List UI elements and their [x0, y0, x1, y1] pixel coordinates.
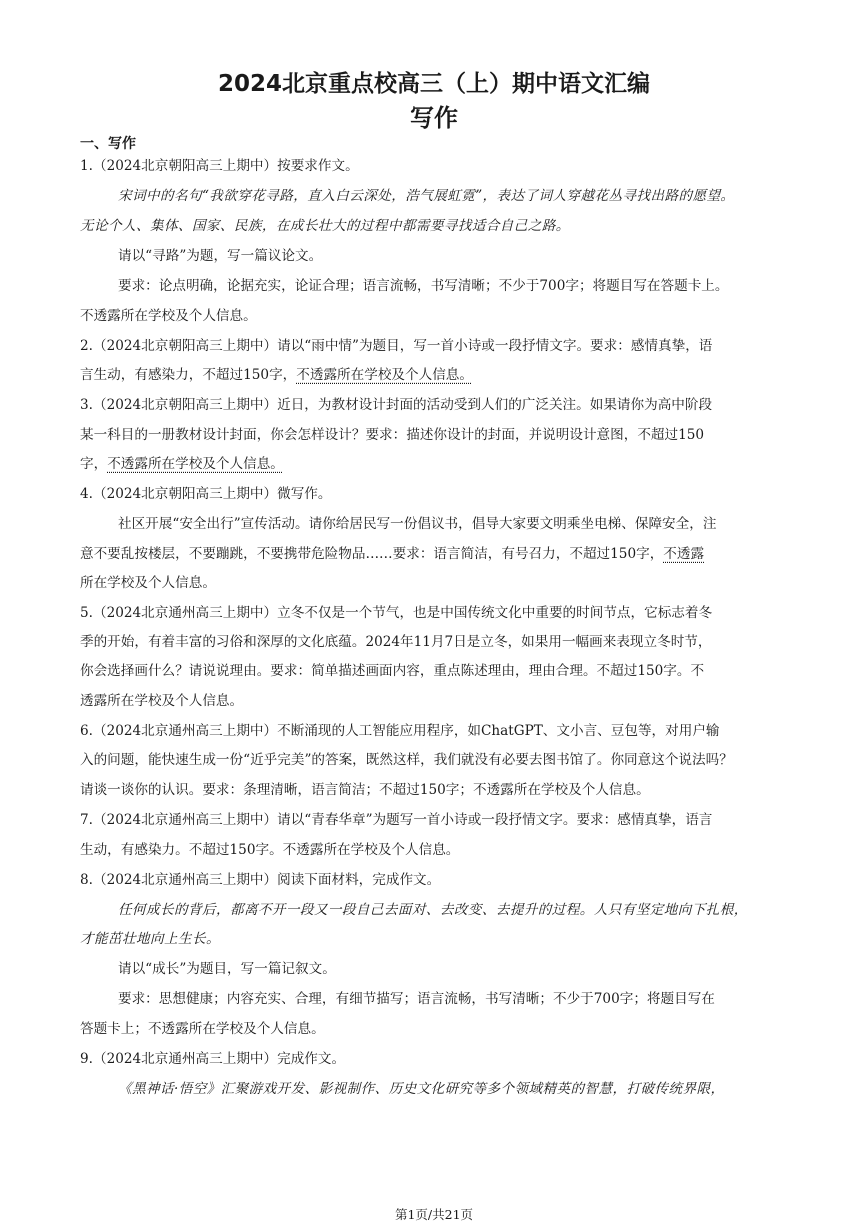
question-4-heading: 4.（2024北京朝阳高三上期中）微写作。: [80, 486, 332, 502]
question-2-text: 2.（2024北京朝阳高三上期中）请以“雨中情”为题目，写一首小诗或一段抒情文字。要求：感情真挚，语: [80, 338, 713, 354]
question-9-material: 《黑神话·悟空》汇聚游戏开发、影视制作、历史文化研究等多个领域精英的智慧，打破传统界限，: [118, 1081, 725, 1097]
question-6-text: 请谈一谈你的认识。要求：条理清晰，语言简洁；不超过150字；不透露所在学校及个人信息。: [80, 782, 650, 798]
question-1-prompt: 请以“寻路”为题，写一篇议论文。: [118, 248, 323, 264]
question-3-text: 某一科目的一册教材设计封面，你会怎样设计？要求：描述你设计的封面，并说明设计意图，不超过150: [80, 427, 705, 443]
question-3-text: 3.（2024北京朝阳高三上期中）近日，为教材设计封面的活动受到人们的广泛关注。如果请你为高中阶段: [80, 397, 713, 413]
question-4-text: 所在学校及个人信息。: [80, 575, 216, 591]
question-8-requirements: 答题卡上；不透露所在学校及个人信息。: [80, 1021, 325, 1037]
question-1-requirements: 不透露所在学校及个人信息。: [80, 308, 257, 324]
question-8-requirements: 要求：思想健康；内容充实、合理，有细节描写；语言流畅，书写清晰；不少于700字；将题目写在: [118, 991, 715, 1007]
document-subtitle: 写作: [410, 104, 458, 132]
question-1-requirements: 要求：论点明确，论据充实，论证合理；语言流畅，书写清晰；不少于700字；将题目写在答题卡上。: [118, 278, 729, 294]
question-7-text: 7.（2024北京通州高三上期中）请以“青春华章”为题写一首小诗或一段抒情文字。要求：感情真挚，语言: [80, 812, 713, 828]
section-heading: 一、写作: [80, 136, 136, 152]
page-number: 第1页/共21页: [394, 1207, 474, 1222]
question-5-text: 透露所在学校及个人信息。: [80, 693, 244, 709]
question-9-heading: 9.（2024北京通州高三上期中）完成作文。: [80, 1051, 346, 1067]
question-1-material: 无论个人、集体、国家、民族，在成长壮大的过程中都需要寻找适合自己之路。: [80, 218, 570, 234]
question-4-text: 意不要乱按楼层，不要蹦跳，不要携带危险物品……要求：语言简洁，有号召力，不超过150字，不透露: [80, 546, 705, 562]
document-title: 2024北京重点校高三（上）期中语文汇编: [217, 71, 650, 97]
question-5-text: 你会选择画什么？请说说理由。要求：简单描述画面内容，重点陈述理由，理由合理。不超过150字。不: [80, 663, 705, 679]
dotted-emphasis: 不透露: [663, 546, 705, 562]
question-1-heading: 1.（2024北京朝阳高三上期中）按要求作文。: [80, 158, 359, 174]
question-5-text: 5.（2024北京通州高三上期中）立冬不仅是一个节气，也是中国传统文化中重要的时间节点，它标志着冬: [80, 605, 713, 621]
question-6-text: 入的问题，能快速生成一份“近乎完美”的答案，既然这样，我们就没有必要去图书馆了。你同意这个说法吗？: [80, 752, 733, 768]
dotted-emphasis: 不透露所在学校及个人信息。: [107, 456, 284, 472]
question-8-material: 才能茁壮地向上生长。: [80, 931, 220, 947]
question-8-heading: 8.（2024北京通州高三上期中）阅读下面材料，完成作文。: [80, 872, 441, 888]
dotted-emphasis: 不透露所在学校及个人信息。: [296, 367, 473, 383]
question-8-material: 任何成长的背后，都离不开一段又一段自己去面对、去改变、去提升的过程。人只有坚定地向下扎根，: [118, 902, 748, 918]
question-3-text: 字，不透露所在学校及个人信息。: [80, 456, 284, 472]
question-2-text: 言生动，有感染力，不超过150字，不透露所在学校及个人信息。: [80, 367, 473, 383]
question-5-text: 季的开始，有着丰富的习俗和深厚的文化底蕴。2024年11月7日是立冬，如果用一幅画来表现立冬时节，: [80, 634, 712, 650]
question-8-prompt: 请以“成长”为题目，写一篇记叙文。: [118, 961, 336, 977]
question-1-material: 宋词中的名句“我欲穿花寻路，直入白云深处，浩气展虹霓”，表达了词人穿越花丛寻找出路的愿望。: [118, 188, 735, 204]
question-4-text: 社区开展“安全出行”宣传活动。请你给居民写一份倡议书，倡导大家要文明乘坐电梯、保障安全，注: [118, 516, 717, 532]
question-6-text: 6.（2024北京通州高三上期中）不断涌现的人工智能应用程序，如ChatGPT、文小言、豆包等，对用户输: [80, 723, 720, 739]
question-7-text: 生动，有感染力。不超过150字。不透露所在学校及个人信息。: [80, 842, 460, 858]
